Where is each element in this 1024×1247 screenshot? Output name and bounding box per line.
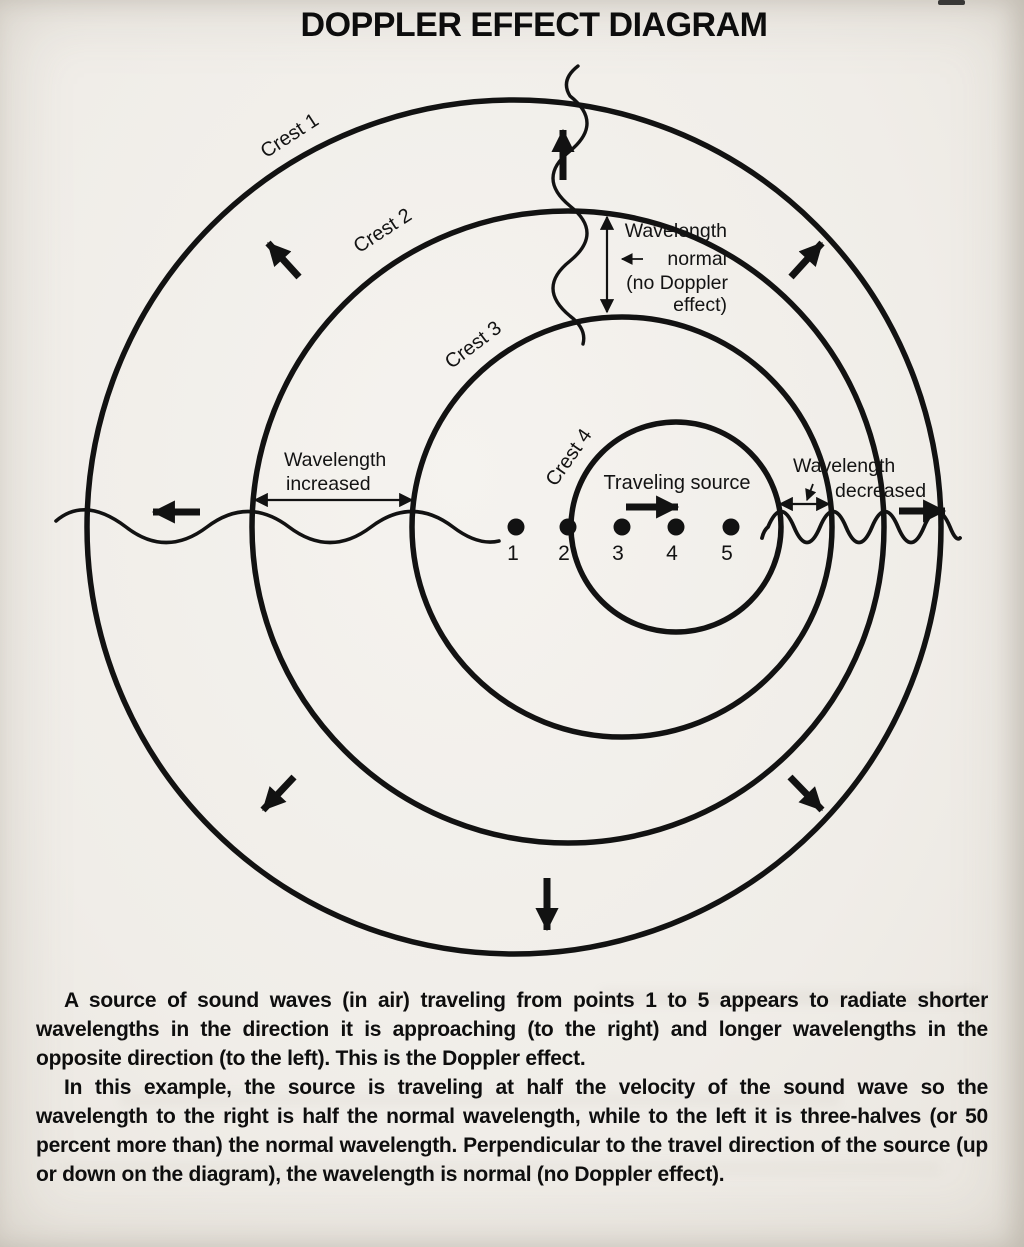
- wavelength-increased-line1: Wavelength: [284, 449, 387, 471]
- wavelength-increased-line2: increased: [286, 473, 371, 495]
- crest-1-label: Crest 1: [256, 109, 323, 163]
- traveling-source-label: Traveling source: [603, 472, 751, 494]
- source-point-dot-2: [560, 519, 577, 536]
- page-title: DOPPLER EFFECT DIAGRAM: [300, 6, 768, 44]
- propagation-arrow-up-right-icon: [791, 243, 822, 277]
- point-label-4: 4: [666, 542, 678, 565]
- source-point-dot-3: [614, 519, 631, 536]
- point-label-3: 3: [612, 542, 624, 565]
- normal-wavelength-wave-top: [553, 66, 587, 344]
- caption-paragraph-1: A source of sound waves (in air) traveling from points 1 to 5 appears to radiate shorter wavelengths in the direction it is approaching (to the right) and longer wavelengths in the opposite direction (to the left). This is the Doppler effect.: [36, 989, 988, 1070]
- decreased-label-pointer-arrow-icon: [807, 484, 813, 500]
- wavelength-decreased-line2: decreased: [835, 480, 927, 502]
- long-wavelength-wave-left: [56, 510, 499, 543]
- wavelength-normal-line3: (no Doppler: [626, 272, 728, 294]
- propagation-arrow-down-right-icon: [790, 777, 822, 810]
- figure-caption: [36, 986, 988, 1189]
- point-label-2: 2: [558, 542, 570, 565]
- crest-3-label: Crest 3: [441, 317, 506, 374]
- point-label-1: 1: [507, 542, 519, 565]
- crest-4-label: Crest 4: [541, 424, 597, 491]
- wavelength-normal-line1: Wavelength: [624, 220, 727, 242]
- propagation-arrow-up-left-icon: [268, 243, 299, 277]
- point-label-5: 5: [721, 542, 733, 565]
- source-point-dot-4: [668, 519, 685, 536]
- wavelength-decreased-line1: Wavelength: [793, 455, 896, 477]
- propagation-arrow-down-left-icon: [263, 777, 294, 810]
- crest-2-label: Crest 2: [349, 204, 416, 258]
- wavelength-normal-line2: normal: [667, 248, 727, 270]
- source-point-dot-5: [723, 519, 740, 536]
- source-point-dot-1: [508, 519, 525, 536]
- wavelength-normal-line4: effect): [673, 294, 727, 316]
- short-wavelength-wave-right: [762, 512, 960, 543]
- caption-paragraph-2: In this example, the source is traveling at half the velocity of the sound wave so the wavelength to the right is half the normal wavelength, while to the left it is three-halves (or 50 percent more than) the normal wavelength. Perpendicular to the travel direction of the source (up or down on the diagram), the wavelength is normal (no Doppler effect).: [36, 1076, 988, 1186]
